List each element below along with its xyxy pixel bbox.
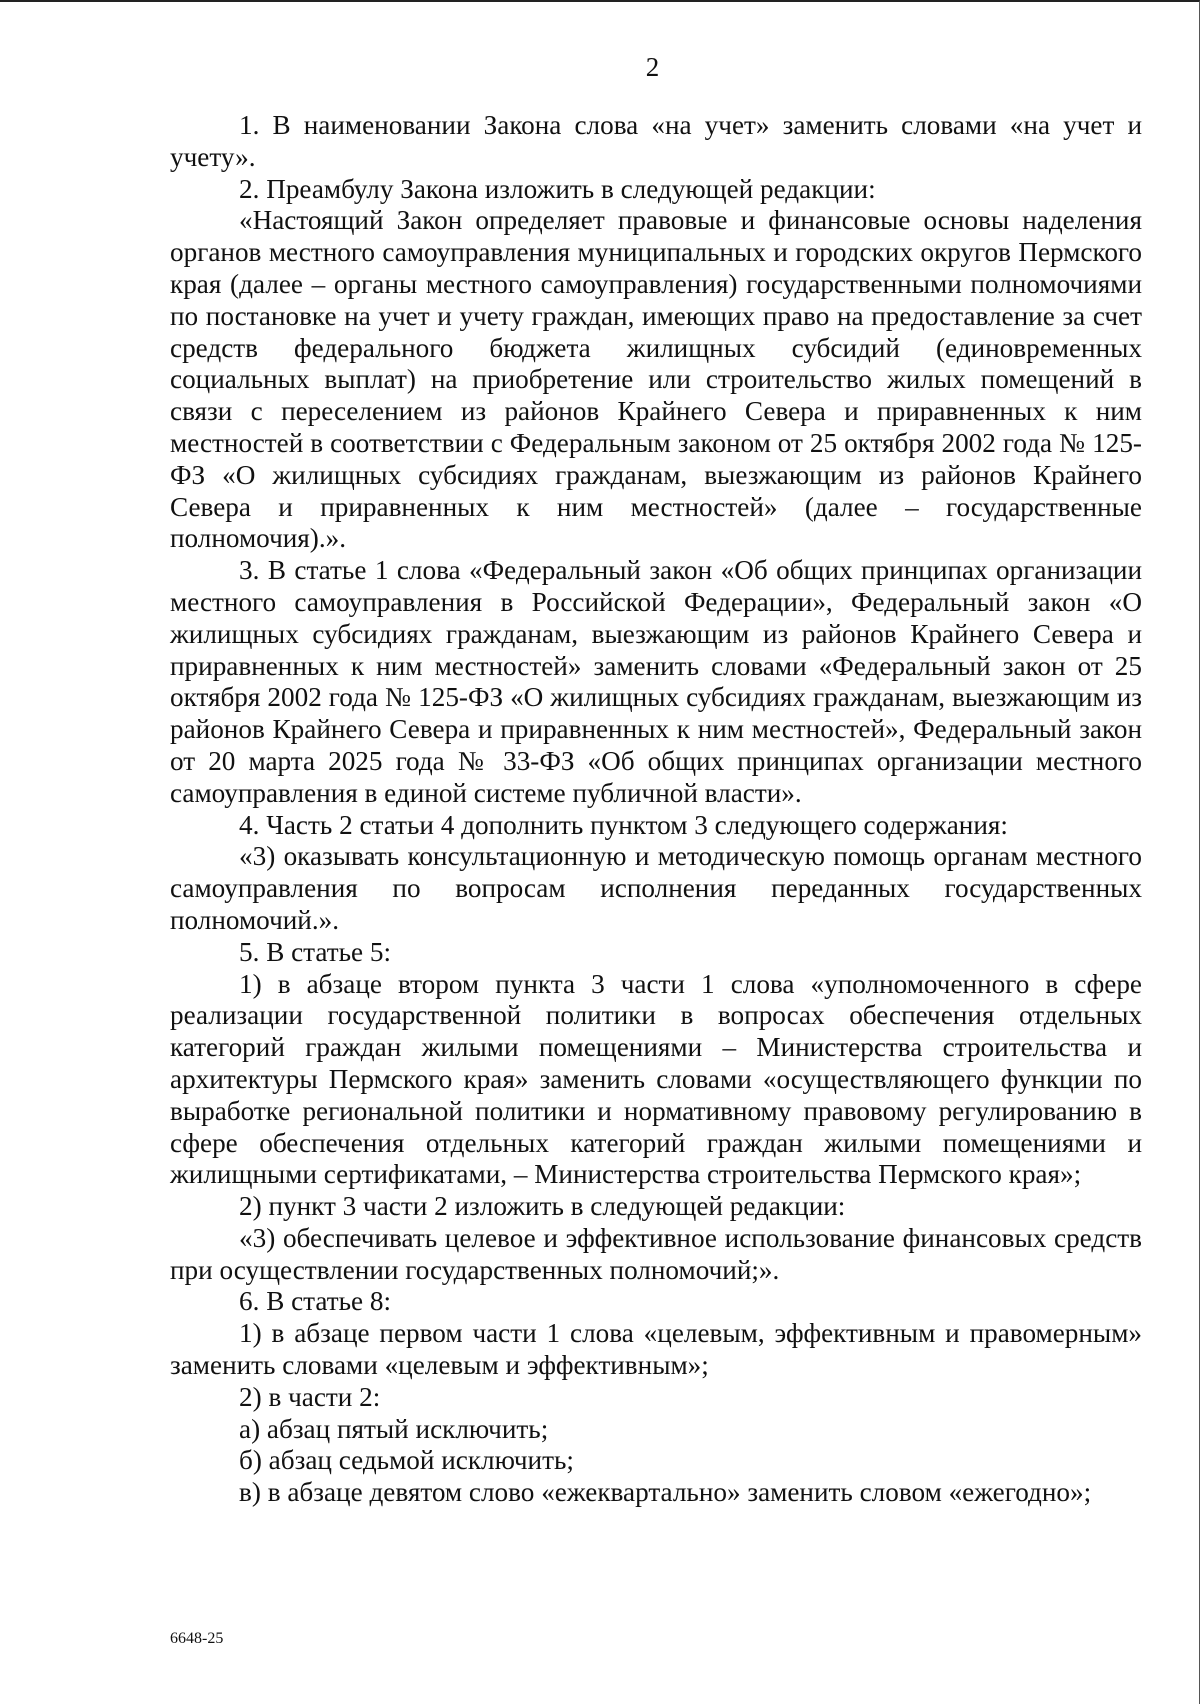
paragraph-3: «Настоящий Закон определяет правовые и финансовые основы наделения органов местного самоуправления муниципальных и городских округов Пермского края (далее – органы местного самоуправления) государственными полномочиями по постановке на учет и учету граждан, имеющих право на предоставление за счет средств федерального бюджета жилищных субсидий (единовременных социальных выплат) на приобретение или строительство жилых помещений в связи с переселением из районов Крайнего Севера и приравненных к ним местностей в соответствии с Федеральным законом от 25 октября 2002 года № 125-ФЗ «О жилищных субсидиях гражданам, выезжающим из районов Крайнего Севера и приравненных к ним местностей» (далее – государственные полномочия).». bbox=[170, 205, 1142, 554]
paragraph-8: 1) в абзаце втором пункта 3 части 1 слова «уполномоченного в сфере реализации государственной политики в вопросах обеспечения отдельных категорий граждан жилыми помещениями – Министерства строительства и архитектуры Пермского края» заменить словами «осуществляющего функции по выработке региональной политики и нормативному правовому регулированию в сфере обеспечения отдельных категорий граждан жилыми помещениями и жилищными сертификатами, – Министерства строительства Пермского края»; bbox=[170, 968, 1142, 1190]
paragraph-15: б) абзац седьмой исключить; bbox=[239, 1445, 574, 1476]
paragraph-5: 4. Часть 2 статьи 4 дополнить пунктом 3 следующего содержания: bbox=[239, 809, 1008, 840]
paragraph-14: а) абзац пятый исключить; bbox=[239, 1413, 549, 1444]
document-code: 6648-25 bbox=[170, 1630, 224, 1647]
paragraph-7: 5. В статье 5: bbox=[239, 936, 392, 967]
paragraph-6: «3) оказывать консультационную и методическую помощь органам местного самоуправления по вопросам исполнения переданных государственных полномочий.». bbox=[170, 841, 1142, 935]
paragraph-16: в) в абзаце девятом слово «ежеквартально» заменить словом «ежегодно»; bbox=[239, 1477, 1092, 1508]
paragraph-10: «3) обеспечивать целевое и эффективное использование финансовых средств при осуществлении государственных полномочий;». bbox=[170, 1222, 1142, 1285]
paragraph-1: 1. В наименовании Закона слова «на учет» заменить словами «на учет и учету». bbox=[170, 110, 1142, 172]
paragraph-12: 1) в абзаце первом части 1 слова «целевым, эффективным и правомерным» заменить словами «целевым и эффективным»; bbox=[170, 1318, 1142, 1381]
document-body bbox=[170, 110, 1142, 1509]
paragraph-2: 2. Преамбулу Закона изложить в следующей редакции: bbox=[239, 173, 876, 204]
page-number: 2 bbox=[645, 52, 660, 82]
paragraph-13: 2) в части 2: bbox=[239, 1381, 381, 1412]
paragraph-4: 3. В статье 1 слова «Федеральный закон «Об общих принципах организации местного самоуправления в Российской Федерации», Федеральный закон «О жилищных субсидиях гражданам, выезжающим из районов Крайнего Севера и приравненных к ним местностей» заменить словами «Федеральный закон от 25 октября 2002 года № 125-ФЗ «О жилищных субсидиях гражданам, выезжающим из районов Крайнего Севера и приравненных к ним местностей», Федеральный закон от 20 марта 2025 года № 33-ФЗ «Об общих принципах организации местного самоуправления в единой системе публичной власти». bbox=[170, 555, 1142, 808]
paragraph-9: 2) пункт 3 части 2 изложить в следующей редакции: bbox=[239, 1191, 846, 1222]
paragraph-11: 6. В статье 8: bbox=[239, 1286, 392, 1317]
